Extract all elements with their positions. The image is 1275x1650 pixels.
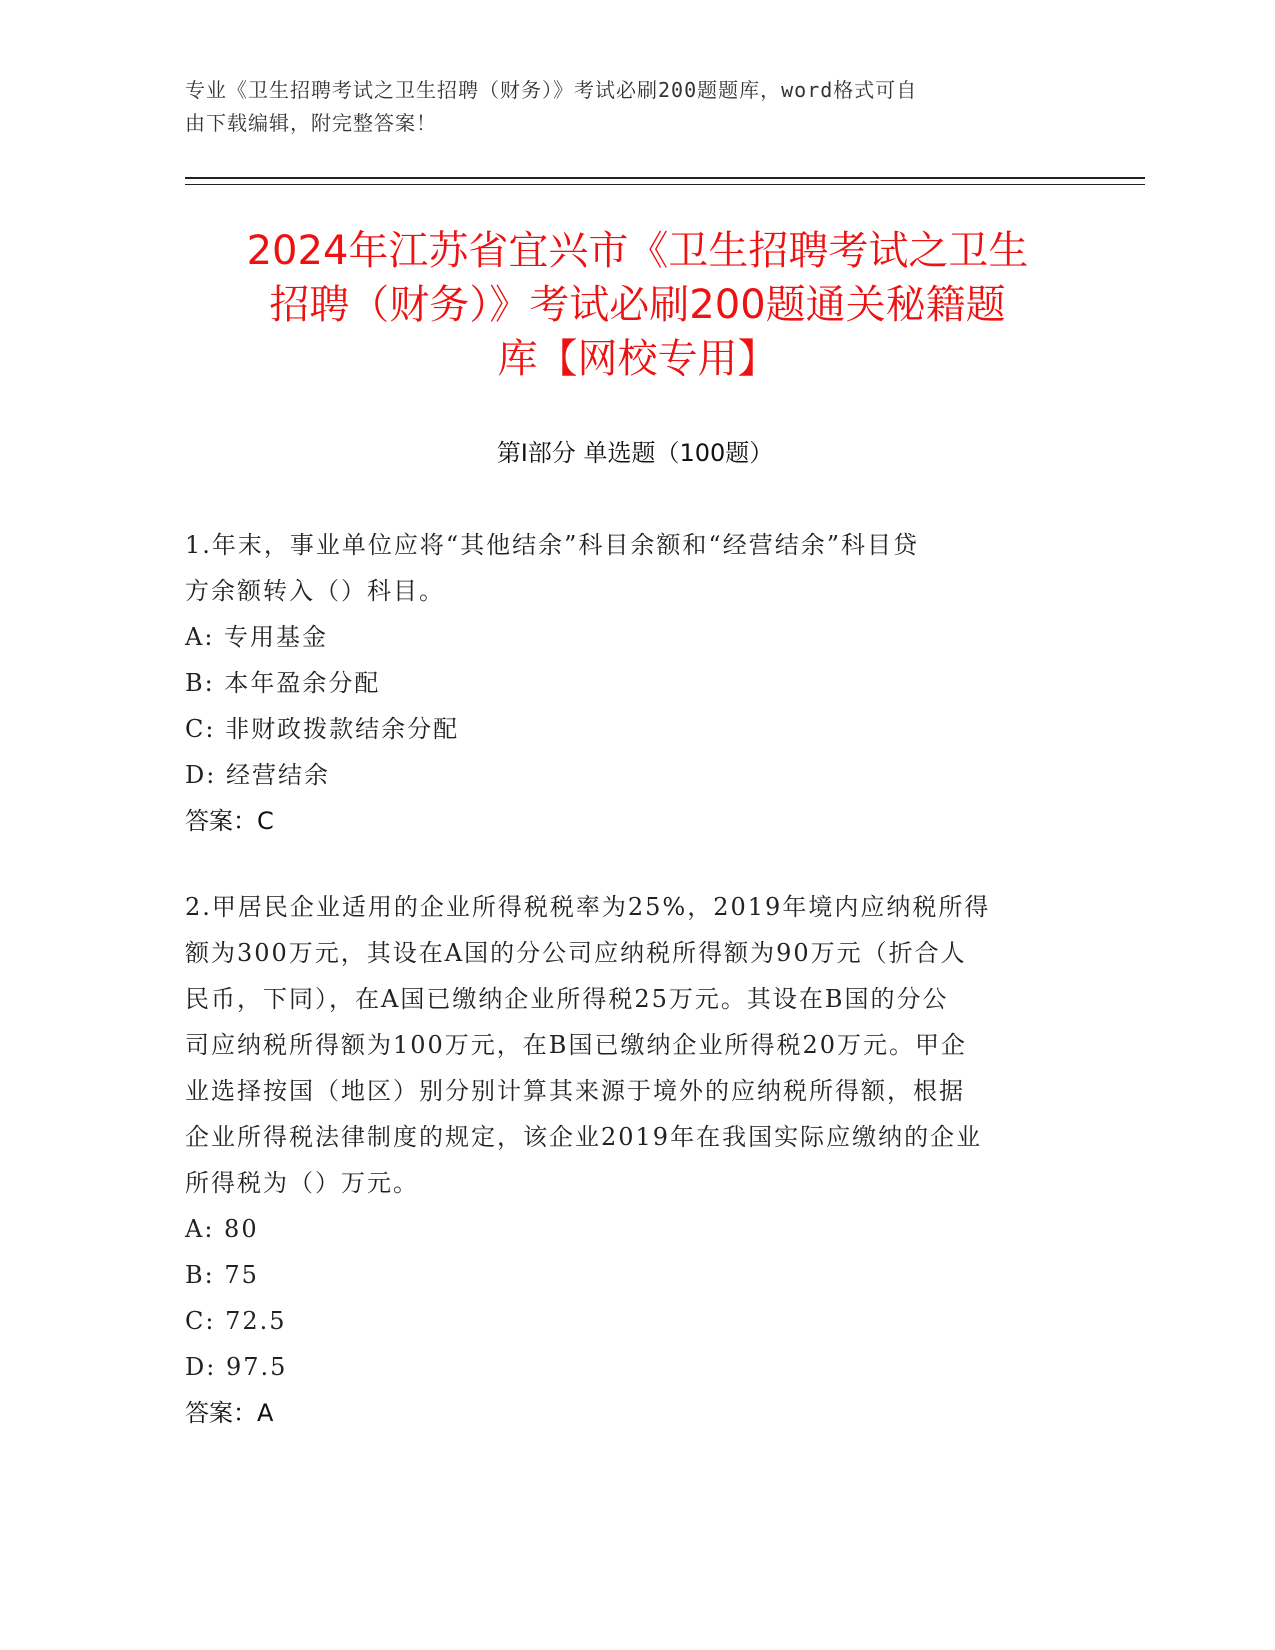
question-1-option-d: D: 经营结余 bbox=[185, 761, 330, 789]
header-divider-thick bbox=[185, 177, 1145, 179]
question-2-stem-line-5: 业选择按国（地区）别分别计算其来源于境外的应纳税所得额，根据 bbox=[185, 1077, 965, 1105]
question-2-option-b: B: 75 bbox=[185, 1261, 259, 1289]
title-line-1: 2024年江苏省宜兴市《卫生招聘考试之卫生 bbox=[246, 228, 1029, 274]
question-2-stem-line-6: 企业所得税法律制度的规定，该企业2019年在我国实际应缴纳的企业 bbox=[185, 1123, 983, 1151]
question-2-option-d: D: 97.5 bbox=[185, 1353, 288, 1381]
title-line-3: 库【网校专用】 bbox=[497, 336, 778, 382]
question-1-option-b: B: 本年盈余分配 bbox=[185, 669, 381, 697]
question-1-stem-line-1: 1.年末，事业单位应将“其他结余”科目余额和“经营结余”科目贷 bbox=[185, 531, 919, 559]
section-heading: 第I部分 单选题（100题） bbox=[496, 439, 774, 467]
question-1-option-c: C: 非财政拨款结余分配 bbox=[185, 715, 460, 743]
header-note-line-2: 由下载编辑，附完整答案！ bbox=[185, 111, 437, 135]
question-2-option-c: C: 72.5 bbox=[185, 1307, 287, 1335]
header-divider-thin bbox=[185, 184, 1145, 185]
question-2-stem-line-2: 额为300万元，其设在A国的分公司应纳税所得额为90万元（折合人 bbox=[185, 939, 967, 967]
question-1-answer: 答案：C bbox=[185, 807, 274, 835]
question-2-stem-line-4: 司应纳税所得额为100万元，在B国已缴纳企业所得税20万元。甲企 bbox=[185, 1031, 967, 1059]
question-2-stem-line-7: 所得税为（）万元。 bbox=[185, 1169, 419, 1197]
question-1 bbox=[185, 522, 1065, 844]
title-line-2: 招聘（财务）》考试必刷200题通关秘籍题 bbox=[269, 282, 1006, 328]
question-2-stem-line-1: 2.甲居民企业适用的企业所得税税率为25%，2019年境内应纳税所得 bbox=[185, 893, 991, 921]
document-title bbox=[160, 224, 1115, 386]
question-2-answer: 答案：A bbox=[185, 1399, 274, 1427]
question-2-stem-line-3: 民币，下同），在A国已缴纳企业所得税25万元。其设在B国的分公 bbox=[185, 985, 949, 1013]
header-note-line-1: 专业《卫生招聘考试之卫生招聘（财务）》考试必刷200题题库，word格式可自 bbox=[185, 78, 918, 102]
question-1-stem-line-2: 方余额转入（）科目。 bbox=[185, 577, 445, 605]
question-2 bbox=[185, 884, 1065, 1436]
header-note bbox=[185, 74, 1065, 140]
question-2-option-a: A: 80 bbox=[185, 1215, 259, 1243]
question-1-option-a: A: 专用基金 bbox=[185, 623, 329, 651]
